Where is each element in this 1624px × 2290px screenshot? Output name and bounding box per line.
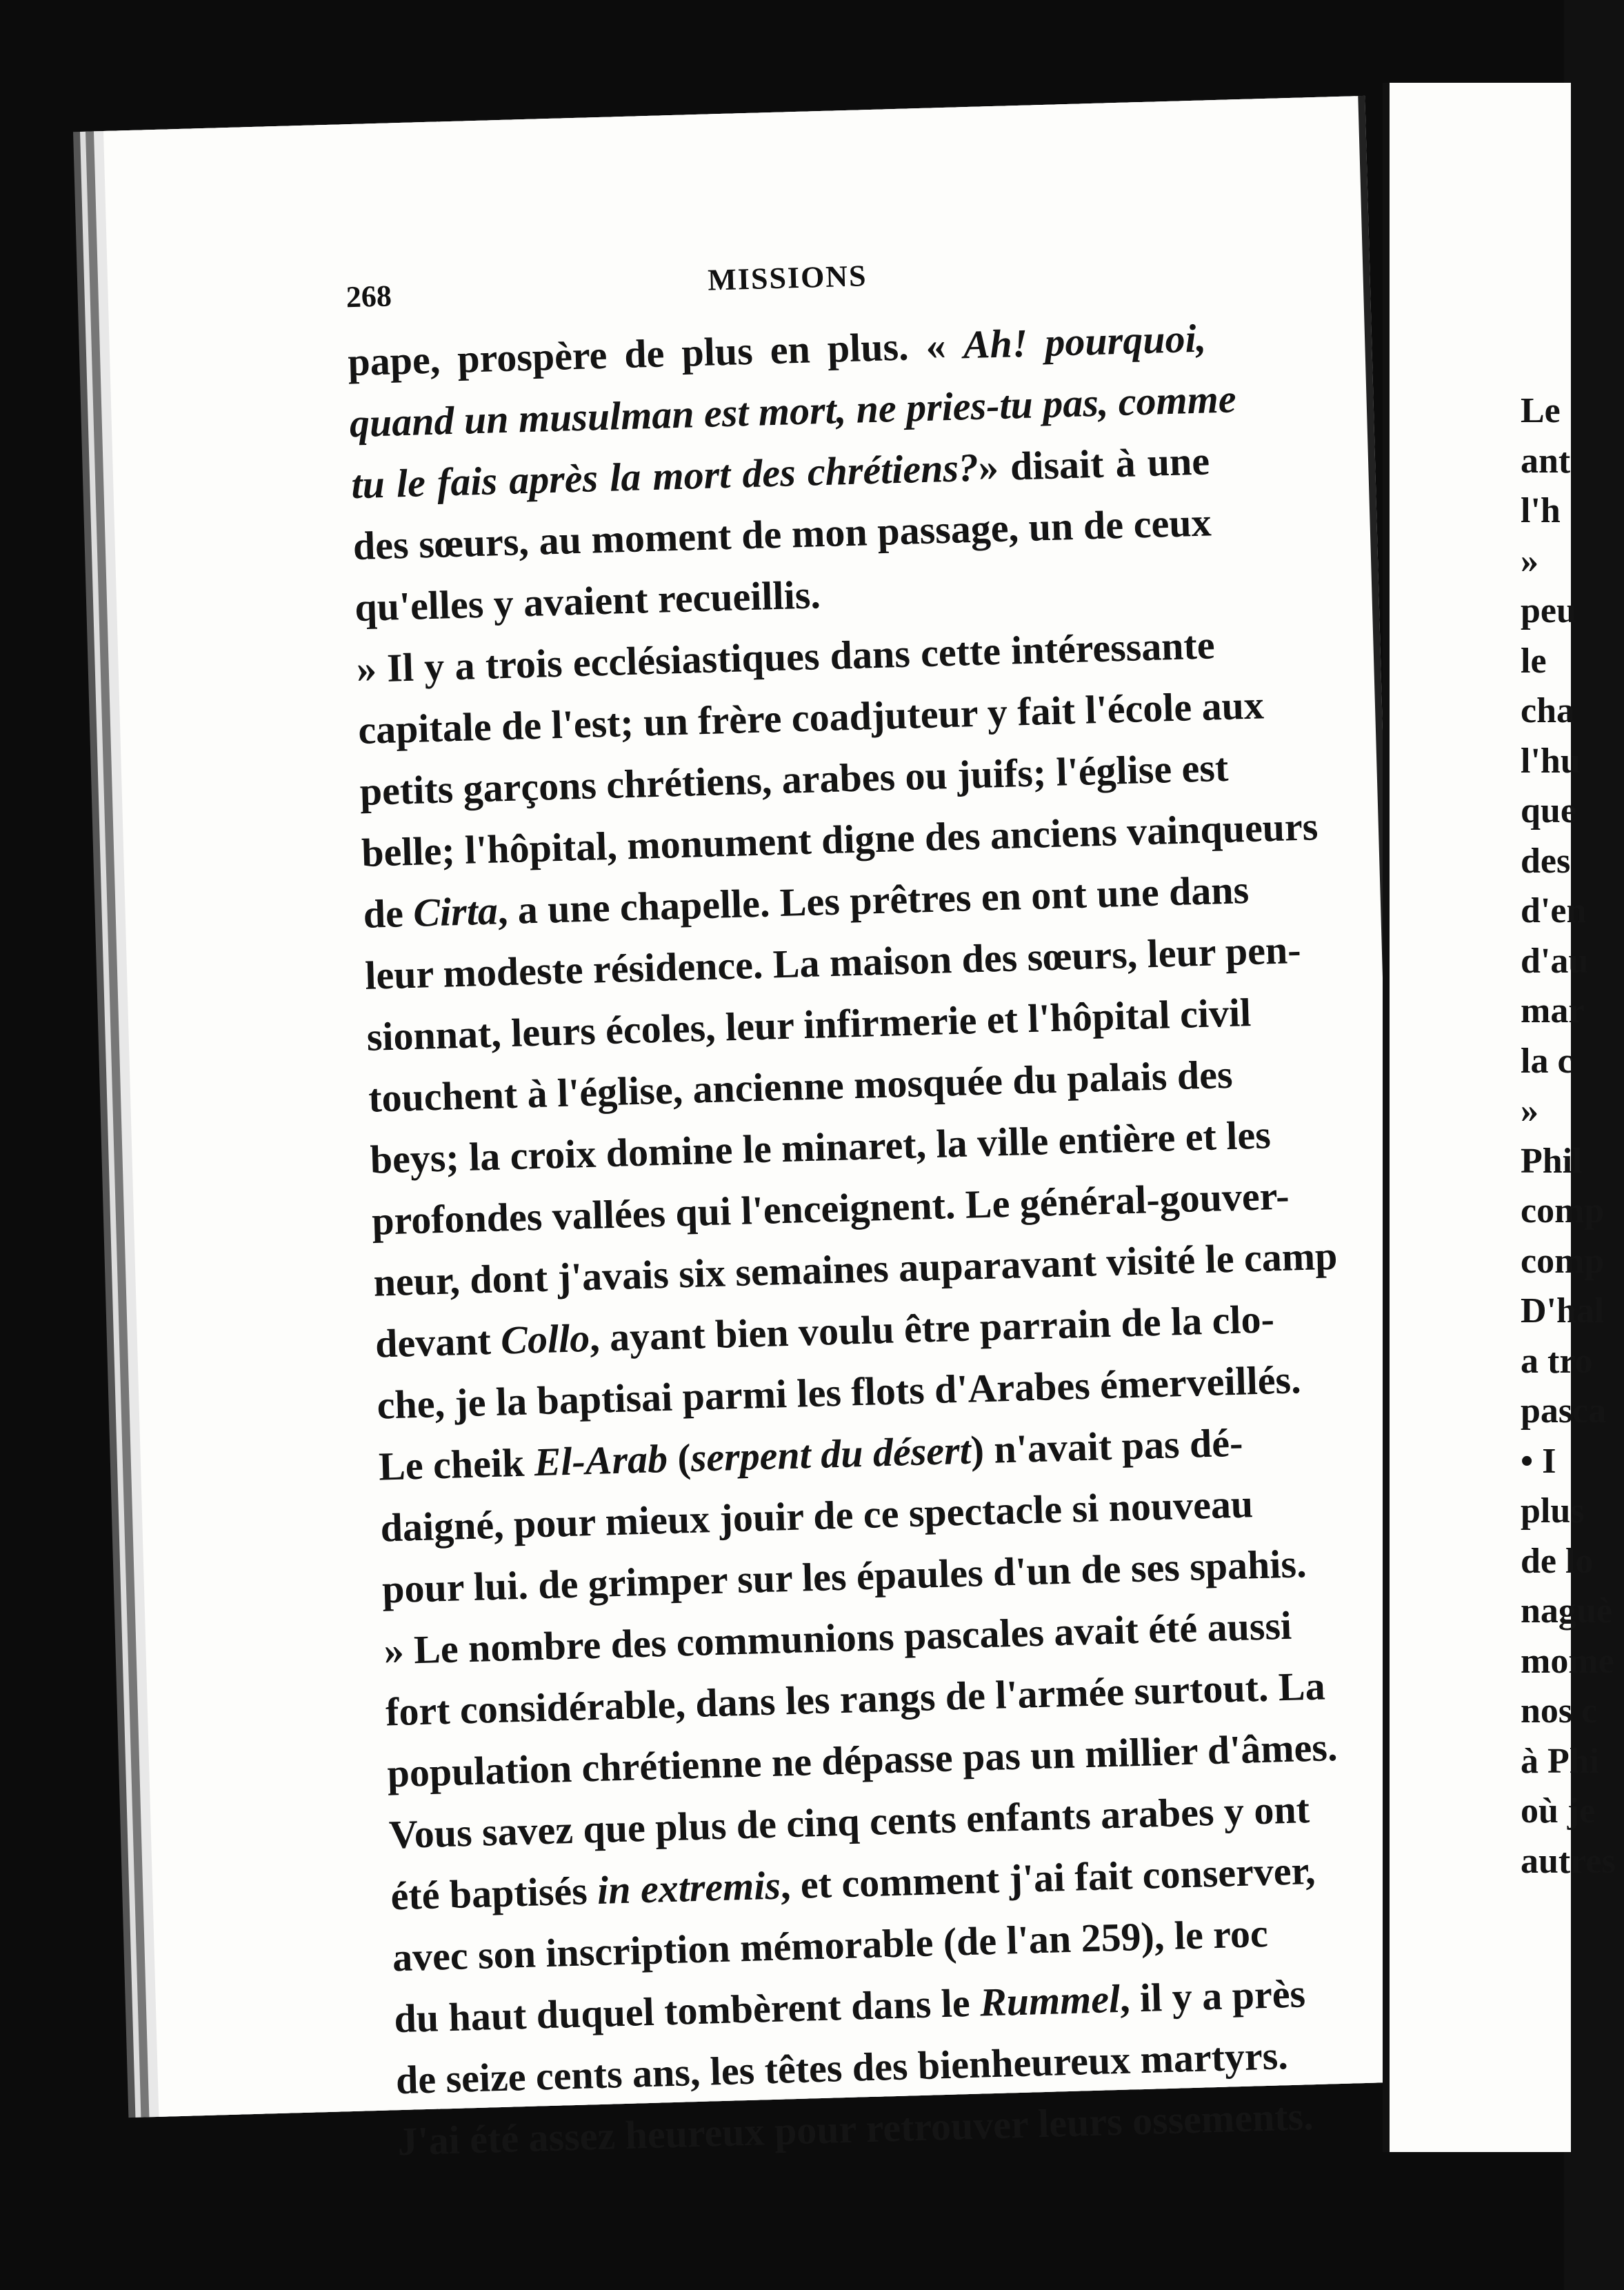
italic-segment: Rummel <box>979 1975 1121 2025</box>
right-line-fragment: mome <box>1521 1641 1614 1681</box>
text-segment: de seize cents ans, les têtes des bienheureux martyrs. <box>395 2033 1289 2103</box>
right-line-fragment: Le <box>1521 391 1561 430</box>
text-segment: fort considérable, dans les rangs de l'armée surtout. La <box>385 1663 1326 1735</box>
italic-segment: Ah! pourquoi, <box>962 315 1207 368</box>
text-segment: profondes vallées qui l'enceignent. Le général-gouver- <box>371 1173 1290 1244</box>
text-segment: ) n'avait pas dé- <box>970 1420 1244 1473</box>
right-line-fragment: pasca <box>1521 1391 1607 1431</box>
right-line-fragment: où je <box>1521 1791 1596 1831</box>
italic-segment: in extremis <box>597 1862 781 1913</box>
text-segment: che, je la baptisai parmi les flots d'Arabes émerveillés. <box>376 1357 1302 1428</box>
right-page <box>1383 83 1616 2152</box>
right-line-fragment: peu <box>1521 591 1576 630</box>
right-line-fragment: l'h <box>1521 491 1561 530</box>
left-page <box>103 96 1421 2164</box>
right-line-fragment: des <box>1521 841 1571 881</box>
right-line-fragment: comp <box>1521 1241 1605 1281</box>
text-segment: avec son inscription mémorable (de l'an 259), le roc <box>392 1910 1269 1980</box>
text-segment: , a une chapelle. Les prêtres en ont une dans <box>497 867 1250 933</box>
right-line-fragment: à Phi <box>1521 1741 1600 1781</box>
right-line-fragment: » <box>1521 1091 1538 1131</box>
text-segment: » Il y a trois ecclésiastiques dans cette intéressante <box>356 622 1216 692</box>
right-line-fragment: D'hal <box>1521 1291 1605 1331</box>
text-segment: population chrétienne ne dépasse pas un millier d'âmes. <box>386 1724 1339 1796</box>
right-line-fragment: l'hu <box>1521 741 1581 781</box>
text-segment: leur modeste résidence. La maison des sœurs, leur pen- <box>364 926 1302 998</box>
right-line-fragment: mar <box>1521 991 1585 1030</box>
right-line-fragment: • I <box>1521 1441 1556 1481</box>
text-segment: » Le nombre des communions pascales avait été aussi <box>383 1602 1292 1673</box>
right-line-fragment: » <box>1521 541 1538 581</box>
text-segment: ( <box>667 1435 692 1481</box>
italic-segment: Cirta <box>412 888 499 935</box>
right-line-fragment: la c <box>1521 1041 1574 1081</box>
text-segment: des sœurs, au moment de mon passage, un de ceux <box>352 499 1212 569</box>
right-line-fragment: d'au <box>1521 941 1589 981</box>
italic-segment: Collo <box>500 1315 591 1363</box>
right-line-fragment: nos c <box>1521 1691 1598 1731</box>
text-segment: Vous savez que plus de cinq cents enfants arabes y ont <box>388 1786 1310 1858</box>
text-segment: , il y a près <box>1119 1971 1306 2021</box>
right-page-text <box>1521 386 1624 1886</box>
text-segment: été baptisés <box>390 1868 599 1919</box>
italic-segment: tu le fais après la mort des chrétiens? <box>350 444 979 508</box>
text-segment: Le cheik <box>378 1440 535 1489</box>
text-segment: devant <box>374 1317 502 1366</box>
text-segment: daigné, pour mieux jouir de ce spectacle si nouveau <box>379 1481 1254 1551</box>
right-line-fragment: cha <box>1521 691 1574 730</box>
page-number: 268 <box>345 279 392 315</box>
text-segment: pape, prospère de plus en plus. « <box>347 322 964 385</box>
right-line-fragment: plus <box>1521 1491 1585 1531</box>
text-segment: du haut duquel tombèrent dans le <box>393 1980 981 2042</box>
right-line-fragment: de lo <box>1521 1541 1594 1581</box>
right-line-fragment: le <box>1521 641 1547 681</box>
italic-segment: quand un musulman est mort, ne pries-tu pas, comme <box>349 376 1237 446</box>
text-segment: belle; l'hôpital, monument digne des anciens vainqueurs <box>361 804 1319 875</box>
running-head <box>345 250 1174 321</box>
right-line-fragment: a tro <box>1521 1341 1593 1381</box>
text-segment: de <box>362 890 414 937</box>
text-segment: neur, dont j'avais six semaines auparavant visité le camp <box>372 1233 1339 1305</box>
body-text <box>347 307 1339 2172</box>
text-segment: capitale de l'est; un frère coadjuteur y fait l'école aux <box>357 682 1265 753</box>
text-segment: , et comment j'ai fait conserver, <box>779 1847 1316 1908</box>
right-line-fragment: comp <box>1521 1191 1605 1231</box>
text-segment: pour lui. de grimper sur les épaules d'un de ses spahis. <box>381 1541 1307 1612</box>
text-segment: beys; la croix domine le minaret, la ville entière et les <box>369 1112 1272 1182</box>
italic-segment: El-Arab <box>533 1435 668 1485</box>
italic-segment: serpent du désert <box>690 1427 972 1480</box>
text-segment: petits garçons chrétiens, arabes ou juifs; l'église est <box>359 744 1230 814</box>
right-line-fragment: naguè <box>1521 1591 1612 1631</box>
text-segment: » disait à une <box>977 438 1210 490</box>
text-segment: J'ai été assez heureux pour retrouver leurs ossements. <box>397 2093 1314 2164</box>
right-line-fragment: Phil <box>1521 1141 1583 1181</box>
text-segment: , ayant bien voulu être parrain de la clo- <box>589 1296 1275 1360</box>
text-segment: sionnat, leurs écoles, leur infirmerie et l'hôpital civil <box>365 990 1252 1059</box>
right-line-fragment: autres <box>1521 1841 1616 1881</box>
text-segment: touchent à l'église, ancienne mosquée du palais des <box>368 1051 1234 1121</box>
right-line-fragment: que <box>1521 791 1576 830</box>
right-line-fragment: d'en <box>1521 891 1587 930</box>
running-title: MISSIONS <box>707 259 868 297</box>
text-segment: qu'elles y avaient recueillis. <box>354 572 821 630</box>
right-line-fragment: ant <box>1521 441 1571 481</box>
